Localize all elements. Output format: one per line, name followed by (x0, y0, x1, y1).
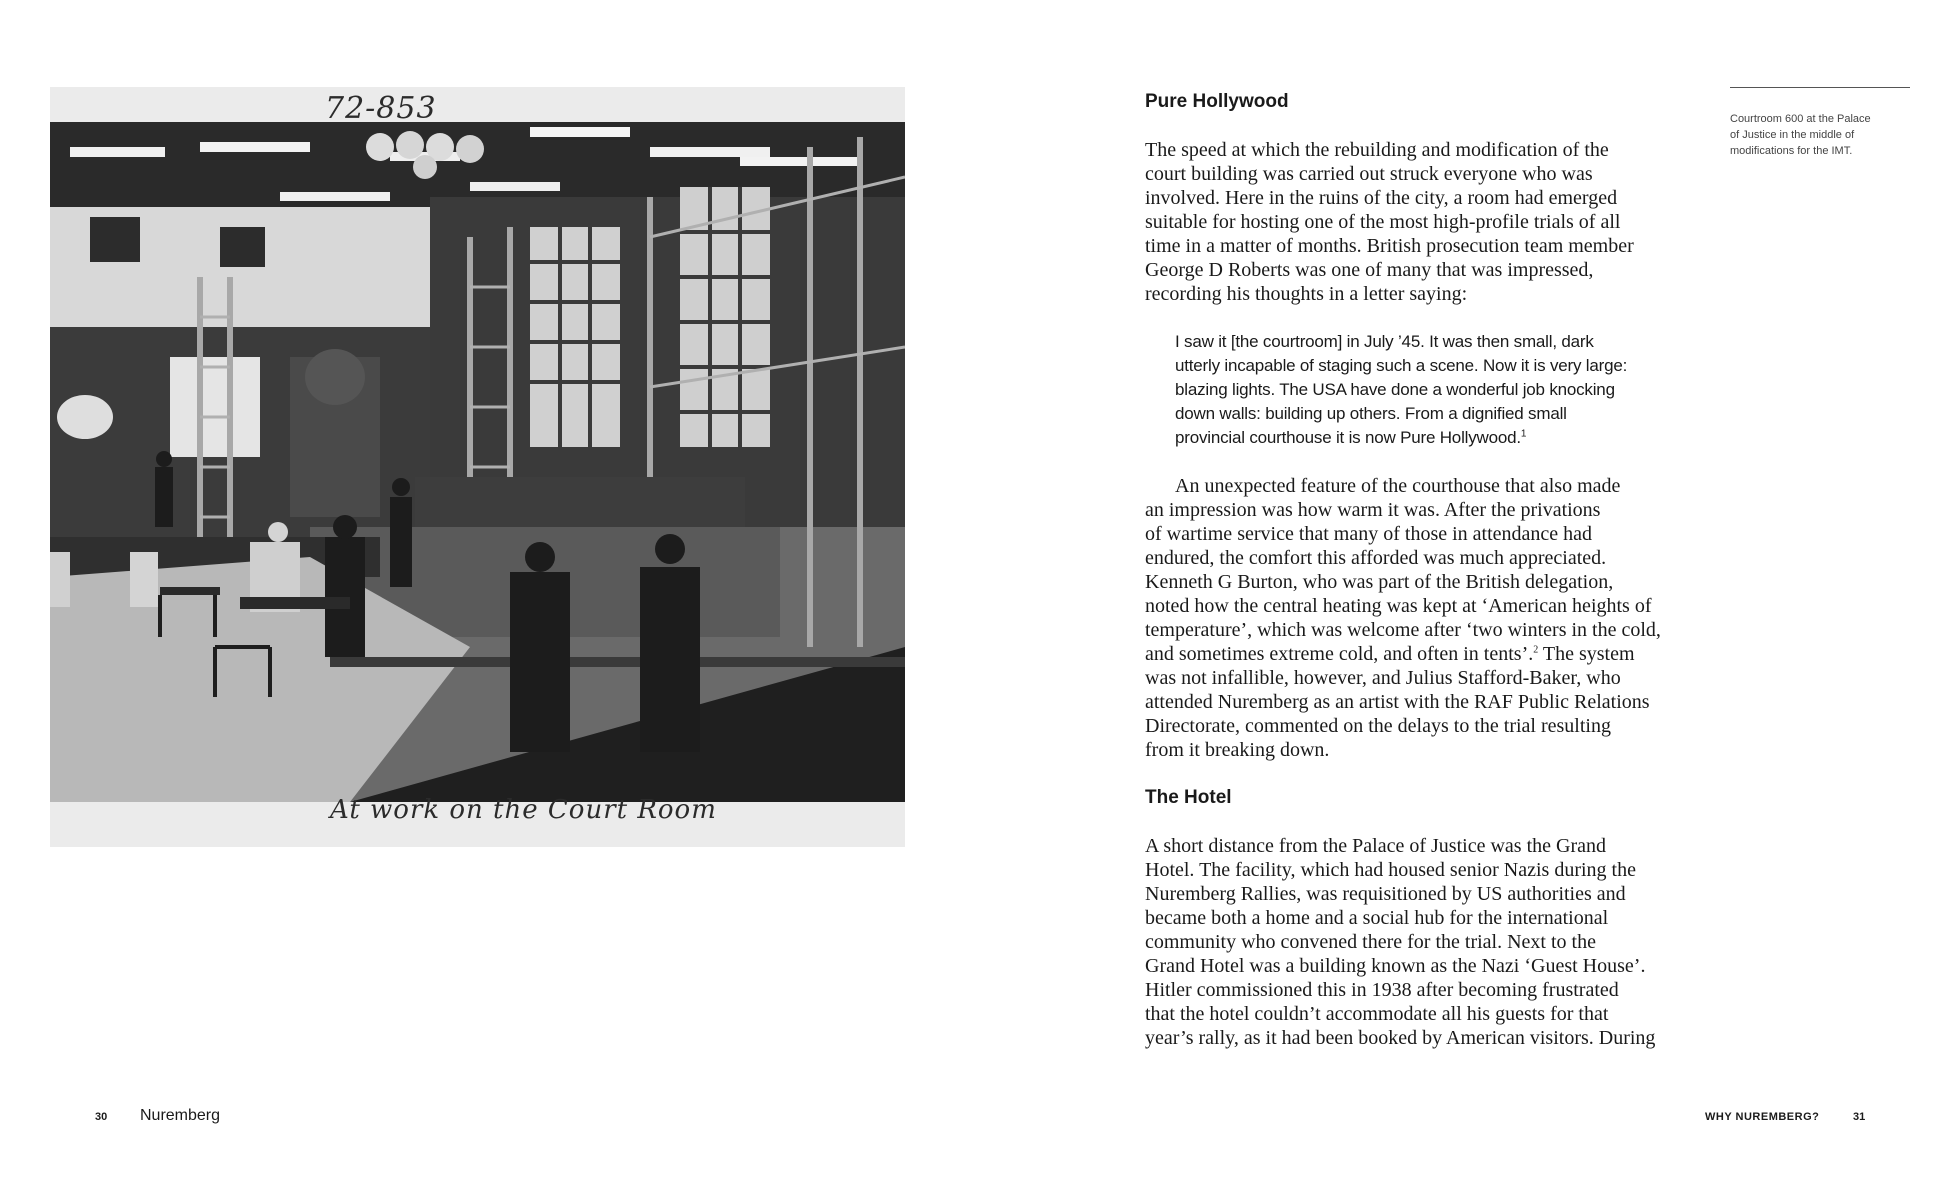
paragraph-line: Kenneth G Burton, who was part of the British delegation, (1145, 571, 1614, 593)
paragraph-line: involved. Here in the ruins of the city, a room had emerged (1145, 187, 1618, 209)
heading-pure-hollywood: Pure Hollywood (1145, 91, 1289, 112)
paragraph-line: attended Nuremberg as an artist with the RAF Public Relations (1145, 691, 1650, 713)
paragraph-line: Hitler commissioned this in 1938 after becoming frustrated (1145, 979, 1619, 1001)
paragraph-line: time in a matter of months. British prosecution team member (1145, 235, 1634, 257)
paragraph-line: from it breaking down. (1145, 739, 1330, 761)
margin-note-rule (1730, 87, 1910, 88)
paragraph-2 (1145, 474, 1690, 762)
paragraph-line: An unexpected feature of the courthouse that also made (1175, 475, 1621, 497)
paragraph-line: A short distance from the Palace of Justice was the Grand (1145, 835, 1606, 857)
paragraph-3 (1145, 834, 1690, 1050)
courtroom-photo (50, 87, 905, 847)
paragraph-line: Hotel. The facility, which had housed senior Nazis during the (1145, 859, 1636, 881)
paragraph-1 (1145, 138, 1690, 306)
article-column (1145, 90, 1690, 1074)
right-running-title: WHY NUREMBERG? (1705, 1111, 1820, 1123)
footnote-marker-1: 1 (1520, 428, 1527, 440)
margin-note-line: Courtroom 600 at the Palace (1730, 113, 1871, 125)
left-running-title: Nuremberg (140, 1107, 221, 1124)
paragraph-line: endured, the comfort this afforded was much appreciated. (1145, 547, 1607, 569)
paragraph-line: an impression was how warm it was. After the privations (1145, 499, 1601, 521)
paragraph-line: Grand Hotel was a building known as the Nazi ‘Guest House’. (1145, 955, 1646, 977)
paragraph-text: and sometimes extreme cold, and often in tents’. (1145, 643, 1534, 665)
paragraph-text: The system (1538, 643, 1635, 665)
paragraph-line: of wartime service that many of those in attendance had (1145, 523, 1593, 545)
margin-note-line: modifications for the IMT. (1730, 145, 1853, 157)
paragraph-line: temperature’, which was welcome after ‘two winters in the cold, (1145, 619, 1661, 641)
left-page-number: 30 (95, 1111, 108, 1123)
paragraph-line: court building was carried out struck everyone who was (1145, 163, 1593, 185)
quote-block (1175, 330, 1690, 450)
photo-handwritten-caption: At work on the Court Room (330, 795, 717, 825)
quote-line: down walls: building up others. From a dignified small (1175, 404, 1567, 423)
quote-line-text: provincial courthouse it is now Pure Hollywood. (1175, 428, 1521, 447)
margin-note (1730, 111, 1910, 159)
paragraph-line: The speed at which the rebuilding and modification of the (1145, 139, 1609, 161)
paragraph-line: that the hotel couldn’t accommodate all his guests for that (1145, 1003, 1609, 1025)
paragraph-line: Directorate, commented on the delays to the trial resulting (1145, 715, 1611, 737)
paragraph-line: community who convened there for the trial. Next to the (1145, 931, 1596, 953)
courtroom-photo-image (50, 87, 905, 847)
paragraph-line: Nuremberg Rallies, was requisitioned by US authorities and (1145, 883, 1626, 905)
quote-line: I saw it [the courtroom] in July ’45. It was then small, dark (1175, 332, 1594, 351)
right-page-number: 31 (1853, 1111, 1866, 1123)
quote-line-last (1175, 426, 1690, 450)
paragraph-line: suitable for hosting one of the most high-profile trials of all (1145, 211, 1621, 233)
quote-line: blazing lights. The USA have done a wonderful job knocking (1175, 380, 1615, 399)
paragraph-line: was not infallible, however, and Julius Stafford-Baker, who (1145, 667, 1621, 689)
paragraph-line-with-footnote (1145, 642, 1690, 666)
photo-handwritten-number: 72-853 (325, 91, 437, 126)
paragraph-line: became both a home and a social hub for the international (1145, 907, 1609, 929)
paragraph-line: George D Roberts was one of many that was impressed, (1145, 259, 1594, 281)
paragraph-line: year’s rally, as it had been booked by American visitors. During (1145, 1027, 1656, 1049)
paragraph-line: noted how the central heating was kept at ‘American heights of (1145, 595, 1652, 617)
footnote-marker-2: 2 (1533, 644, 1539, 656)
heading-the-hotel: The Hotel (1145, 787, 1232, 808)
quote-line: utterly incapable of staging such a scene. Now it is very large: (1175, 356, 1628, 375)
margin-note-line: of Justice in the middle of (1730, 129, 1855, 141)
paragraph-line: recording his thoughts in a letter saying: (1145, 283, 1468, 305)
